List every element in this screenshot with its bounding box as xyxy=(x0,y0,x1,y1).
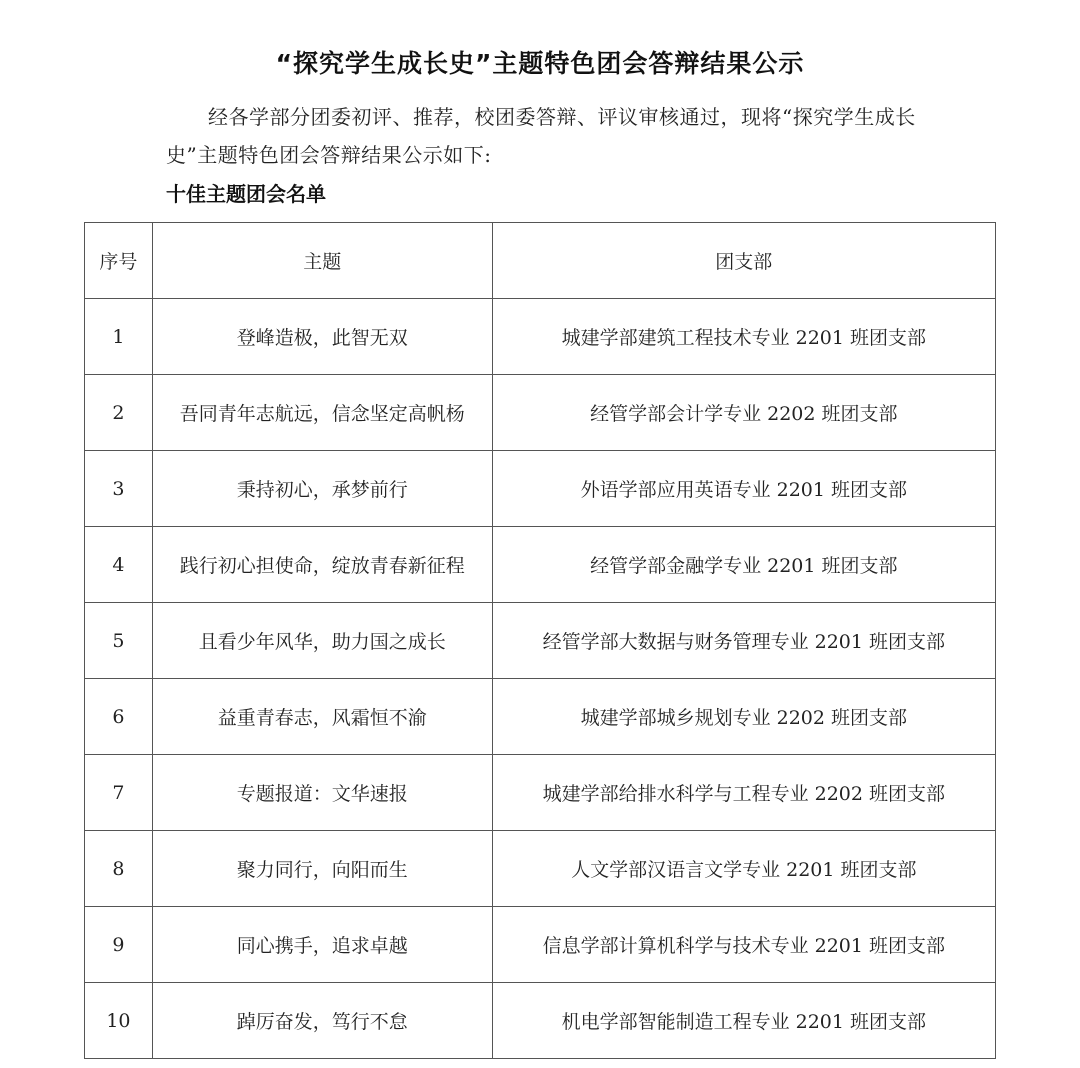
header-branch: 团支部 xyxy=(492,223,995,299)
cell-number: 2 xyxy=(85,375,153,451)
table-row xyxy=(85,983,996,1059)
table-row xyxy=(85,831,996,907)
cell-theme: 益重青春志，风霜恒不渝 xyxy=(152,679,492,755)
cell-branch: 城建学部给排水科学与工程专业 2202 班团支部 xyxy=(492,755,995,831)
cell-branch: 经管学部大数据与财务管理专业 2201 班团支部 xyxy=(492,603,995,679)
intro-paragraph: 经各学部分团委初评、推荐，校团委答辩、评议审核通过，现将“探究学生成长史”主题特色团会答辩结果公示如下: xyxy=(166,105,916,167)
cell-number: 7 xyxy=(85,755,153,831)
table-row xyxy=(85,679,996,755)
table-row xyxy=(85,375,996,451)
cell-number: 10 xyxy=(85,983,153,1059)
cell-branch: 机电学部智能制造工程专业 2201 班团支部 xyxy=(492,983,995,1059)
section-heading: 十佳主题团会名单 xyxy=(166,182,326,206)
page-title: “探究学生成长史”主题特色团会答辩结果公示 xyxy=(275,49,805,78)
cell-number: 4 xyxy=(85,527,153,603)
cell-number: 9 xyxy=(85,907,153,983)
cell-branch: 城建学部建筑工程技术专业 2201 班团支部 xyxy=(492,299,995,375)
cell-theme: 聚力同行，向阳而生 xyxy=(152,831,492,907)
cell-theme: 踔厉奋发，笃行不怠 xyxy=(152,983,492,1059)
cell-number: 3 xyxy=(85,451,153,527)
cell-branch: 信息学部计算机科学与技术专业 2201 班团支部 xyxy=(492,907,995,983)
cell-theme: 专题报道：文华速报 xyxy=(152,755,492,831)
cell-number: 1 xyxy=(85,299,153,375)
cell-branch: 外语学部应用英语专业 2201 班团支部 xyxy=(492,451,995,527)
table-row xyxy=(85,755,996,831)
cell-branch: 经管学部会计学专业 2202 班团支部 xyxy=(492,375,995,451)
cell-theme: 践行初心担使命，绽放青春新征程 xyxy=(152,527,492,603)
cell-branch: 城建学部城乡规划专业 2202 班团支部 xyxy=(492,679,995,755)
table-header-row xyxy=(85,223,996,299)
cell-number: 5 xyxy=(85,603,153,679)
cell-branch: 人文学部汉语言文学专业 2201 班团支部 xyxy=(492,831,995,907)
header-number: 序号 xyxy=(85,223,153,299)
cell-theme: 同心携手，追求卓越 xyxy=(152,907,492,983)
results-table xyxy=(84,222,996,1059)
cell-theme: 且看少年风华，助力国之成长 xyxy=(152,603,492,679)
table-row xyxy=(85,527,996,603)
cell-theme: 秉持初心，承梦前行 xyxy=(152,451,492,527)
cell-number: 6 xyxy=(85,679,153,755)
cell-branch: 经管学部金融学专业 2201 班团支部 xyxy=(492,527,995,603)
cell-theme: 吾同青年志航远，信念坚定高帆杨 xyxy=(152,375,492,451)
cell-theme: 登峰造极，此智无双 xyxy=(152,299,492,375)
table-row xyxy=(85,907,996,983)
header-theme: 主题 xyxy=(152,223,492,299)
table-row xyxy=(85,451,996,527)
table-row xyxy=(85,299,996,375)
table-row xyxy=(85,603,996,679)
cell-number: 8 xyxy=(85,831,153,907)
